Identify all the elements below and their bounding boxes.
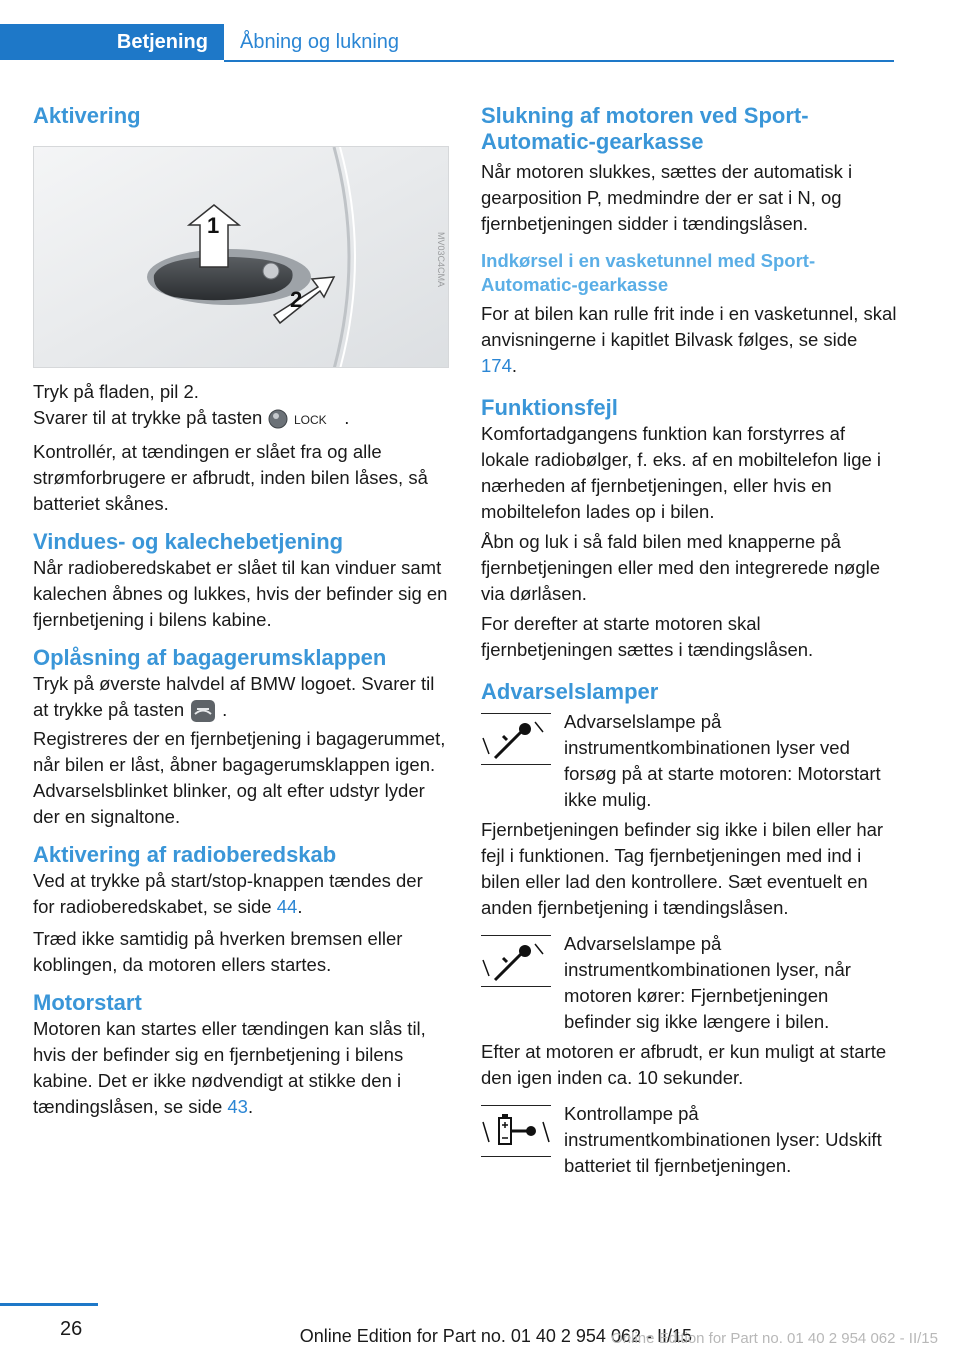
paragraph — [481, 301, 897, 379]
warning-lamp-1 — [481, 709, 897, 813]
svg-text:2: 2 — [290, 287, 303, 312]
vindue-heading: Vindues- og kalechebetjening — [33, 529, 344, 555]
trunk-button-icon — [190, 699, 216, 723]
vask-sentence-end: . — [511, 355, 518, 376]
key-warning-icon — [481, 713, 551, 765]
control-lamp-3 — [481, 1101, 897, 1179]
header-rule — [224, 60, 894, 62]
bagage-heading: Oplåsning af bagagerumsklappen — [33, 645, 387, 671]
chapter-tab-label: Betjening — [116, 30, 208, 53]
aktivering-heading: Aktivering — [33, 103, 141, 128]
paragraph: Når motoren slukkes, sættes der automatisk i gearposition P, medmindre der er sat i N, og fjernbetjeningen sidder i tændingslåsen. — [481, 161, 853, 234]
lock-sentence: Svarer til at trykke på tasten — [33, 407, 263, 428]
page-number: 26 — [60, 1318, 83, 1340]
section-tab[interactable] — [240, 24, 399, 60]
lamp-2-text: Advarselslampe på instrumentkombinationen lyser, når motoren kører: Fjernbetjeningen befinder sig ikke længere i bilen. — [564, 933, 851, 1032]
lock-sentence-end: . — [344, 407, 350, 428]
paragraph — [33, 671, 449, 723]
edition-text: Online Edition for Part no. 01 40 2 954 062 - II/15 — [299, 1326, 692, 1346]
paragraph: Efter at motoren er afbrudt, er kun muligt at starte den igen inden ca. 10 sekunder. — [481, 1041, 887, 1088]
bagage-sentence-end: . — [222, 699, 228, 721]
figure-code: MV03C4CMA — [436, 231, 446, 287]
lock-button-icon — [268, 407, 338, 431]
radio-heading: Aktivering af radioberedskab — [33, 842, 337, 868]
paragraph — [33, 1016, 449, 1120]
paragraph: Tryk på fladen, pil 2. — [33, 381, 199, 402]
motorstart-heading: Motorstart — [33, 990, 142, 1016]
paragraph: For derefter at starte motoren skal fjernbetjeningen sættes i tændingslåsen. — [481, 613, 814, 660]
funktionsfejl-heading: Funktionsfejl — [481, 395, 618, 420]
door-handle-illustration — [34, 147, 449, 368]
paragraph: Komfortadgangens funktion kan forstyrres af lokale radiobølger, f. eks. af en mobiltelefon lige i nærheden af fjernbetjeningen, eller hvis en mobiltelefon lades op i bilen. — [481, 423, 882, 522]
right-column — [481, 100, 897, 1179]
paragraph: Kontrollér, at tændingen er slået fra og alle strømforbrugere er afbrudt, inden bilen låses, så batteriet skånes. — [33, 441, 428, 515]
paragraph: Træd ikke samtidig på hverken bremsen eller koblingen, da motoren ellers startes. — [33, 928, 403, 976]
motor-sentence-end: . — [247, 1096, 254, 1118]
paragraph: Registreres der en fjernbetjening i bagagerummet, når bilen er låst, åbner bagagerumsklappen igen. Advarselsblinket blinker, og alt efter udstyr lyder der en signaltone. — [33, 728, 446, 828]
paragraph — [33, 868, 449, 920]
svg-text:1: 1 — [207, 213, 220, 238]
svg-text:LOCK: LOCK — [294, 413, 327, 428]
left-column — [33, 100, 449, 1120]
bagage-sentence: Tryk på øverste halvdel af BMW logoet. Svarer til at trykke på tasten — [33, 673, 435, 721]
vask-sentence: For at bilen kan rulle frit inde i en vasketunnel, skal anvisningerne i kapitlet Bilvask følges, se side — [481, 303, 897, 350]
watermark: Online Edition for Part no. 01 40 2 954 062 - II/15 — [611, 1330, 938, 1347]
motor-sentence: Motoren kan startes eller tændingen kan slås til, hvis der befinder sig en fjernbetjening i bilens kabine. Det er ikke nødvendigt at stikke den i tændingslåsen, se side — [33, 1018, 426, 1118]
paragraph: Fjernbetjeningen befinder sig ikke i bilen eller har fejl i funktionen. Tag fjernbetjeningen med ind i bilen eller lad den kontrollere. Sæt eventuelt en anden fjernbetjening i tændingslåsen. — [481, 819, 884, 918]
vasketunnel-heading: Indkørsel i en vasketunnel med Sport-Automatic-gearkasse — [481, 250, 816, 295]
battery-key-icon — [481, 1105, 551, 1157]
paragraph: Åbn og luk i så fald bilen med knapperne på fjernbetjeningen eller med den integrerede nøgle via dørlåsen. — [481, 531, 881, 604]
radio-sentence: Ved at trykke på start/stop-knappen tændes der for radioberedskabet, se side — [33, 870, 423, 918]
paragraph — [33, 405, 449, 431]
door-handle-figure — [33, 146, 449, 368]
page-link-44[interactable]: 44 — [276, 896, 298, 918]
lamp-3-text: Kontrollampe på instrumentkombinationen lyser: Udskift batteriet til fjernbetjeningen. — [564, 1103, 882, 1176]
footer-rule — [0, 1303, 98, 1306]
page-header — [0, 0, 960, 62]
key-warning-icon — [481, 935, 551, 987]
paragraph: Når radioberedskabet er slået til kan vinduer samt kalechen åbnes og lukkes, hvis der befinder sig en fjernbetjening i bilens kabine. — [33, 557, 448, 631]
page-link-43[interactable]: 43 — [227, 1096, 248, 1118]
slukning-heading: Slukning af motoren ved Sport-Automatic-gearkasse — [481, 103, 809, 154]
page-link-174[interactable]: 174 — [481, 355, 512, 376]
chapter-tab[interactable] — [0, 24, 224, 60]
warning-lamp-2 — [481, 931, 897, 1035]
lamp-1-text: Advarselslampe på instrumentkombinationen lyser ved forsøg på at starte motoren: Motorstart ikke mulig. — [564, 711, 881, 810]
advarselslamper-heading: Advarselslamper — [481, 679, 659, 704]
radio-sentence-end: . — [297, 896, 303, 918]
section-tab-label: Åbning og lukning — [240, 30, 400, 53]
